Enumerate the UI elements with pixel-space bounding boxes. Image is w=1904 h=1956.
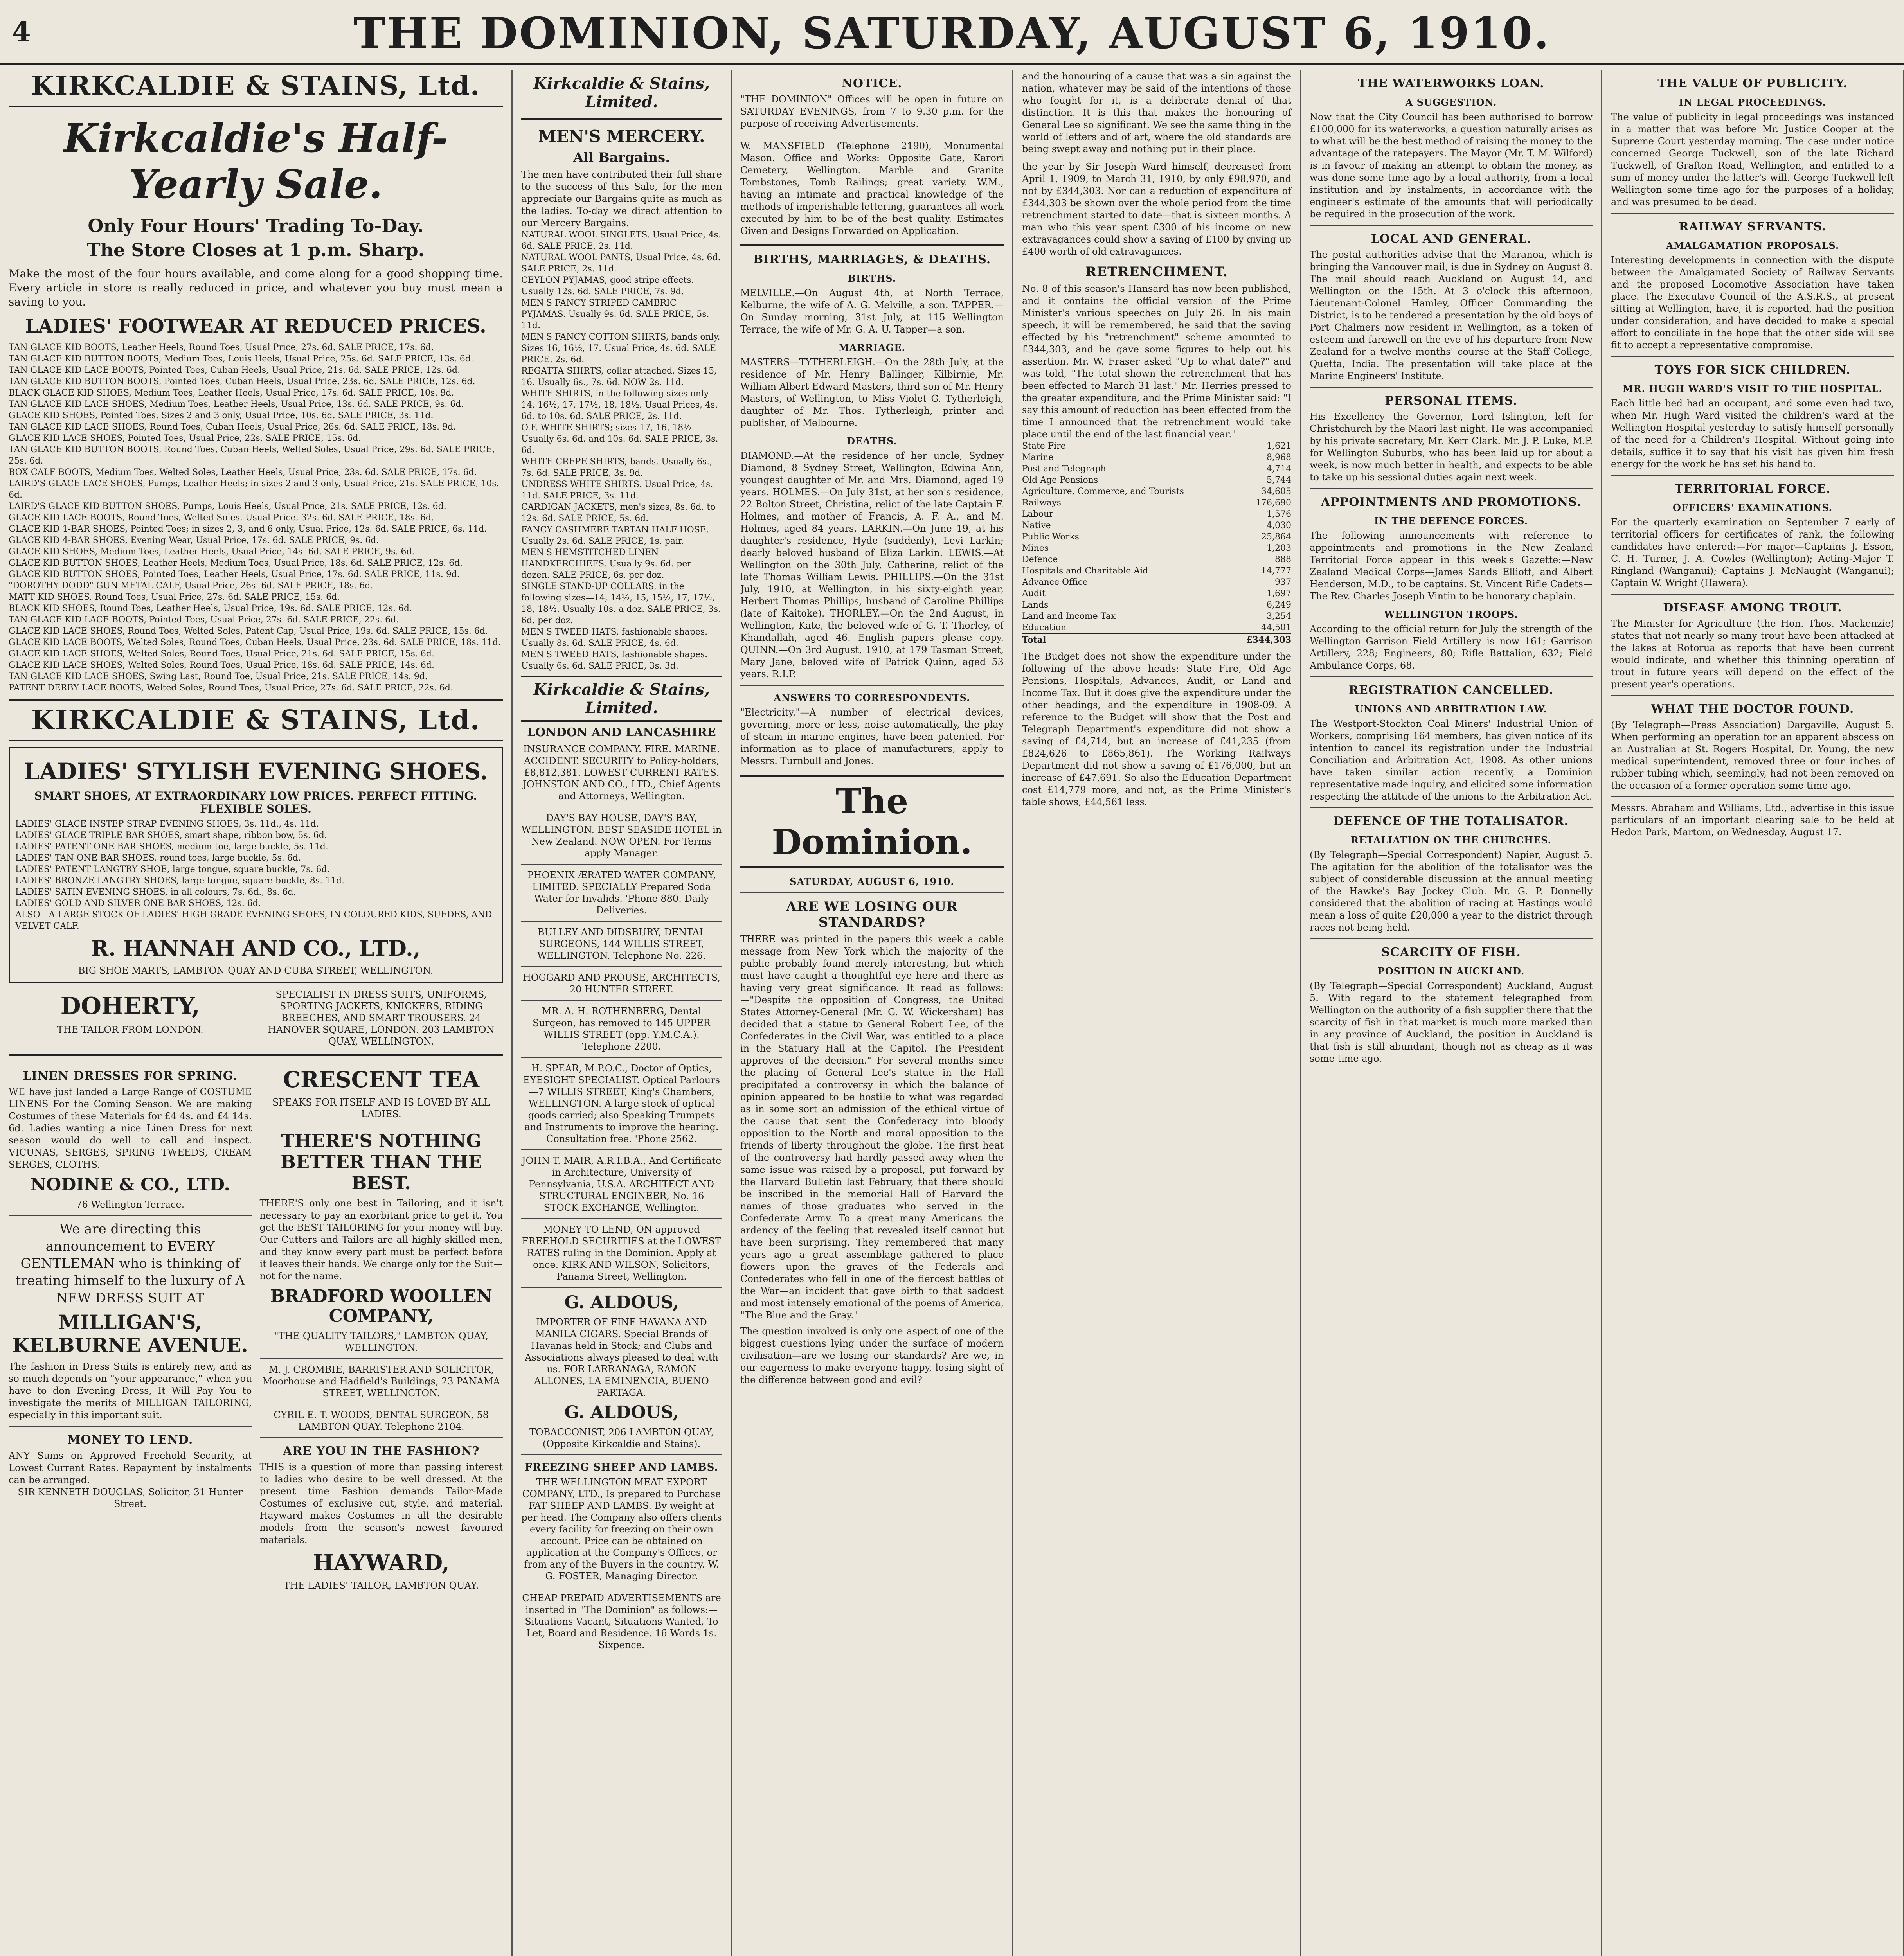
totalisator-body: (By Telegraph—Special Correspondent) Napier, August 5. The agitation for the abolition of the totalisator was the subject of considerable discussion at the annual meeting of the Hawke's Bay Jockey Club. Mr. G. P. Donnelly considered that the abolition of racing at Hastings would mean a loss of quite £20,000 a year to the district through races not being held. [1310, 849, 1593, 933]
dept-cell: Post and Telegraph [1022, 464, 1106, 474]
freezing-heading: FREEZING SHEEP AND LAMBS. [525, 1462, 718, 1473]
amount-cell: 25,864 [1261, 532, 1291, 542]
footwear-item: GLACE KID LACE BOOTS, Round Toes, Welted Soles, Usual Price, 32s. 6d. SALE PRICE, 18s. 6d. [9, 513, 434, 523]
marriage-body: MASTERS—TYTHERLEIGH.—On the 28th July, at the residence of Mr. Henry Ballinger, Kilbirnie, Mr. William Albert Edward Masters, third son of Mr. Henry Masters, of Wellington, to Miss Violet G. Tytherleigh, daughter of Mr. Thos. Tytherleigh, printer and publisher, of Melbourne. [740, 357, 1004, 428]
amount-cell: 44,501 [1261, 623, 1291, 633]
dept-cell: Lands [1022, 600, 1049, 610]
dept-cell: Railways [1022, 498, 1061, 508]
footwear-item: "DOROTHY DODD" GUN-METAL CALF, Usual Price, 26s. 6d. SALE PRICE, 18s. 6d. [9, 581, 373, 591]
loan-heading: THE WATERWORKS LOAN. [1358, 77, 1544, 90]
divider [521, 921, 722, 922]
sale-sub1: Only Four Hours' Trading To-Day. [88, 215, 424, 236]
column-general-news [1602, 70, 1904, 1956]
mercery-intro: The men have contributed their full share to the success of this Sale, for the men appreciate our Bargains quite as much as the ladies. To-day we direct attention to our Mercery Bargains. [521, 169, 722, 228]
amount-cell: 888 [1275, 555, 1291, 565]
sale-intro: Make the most of the four hours available, and come along for a good shopping time. Every article in store is really reduced in price, and whatever you buy must mean a saving to you. [9, 267, 503, 308]
footwear-item: GLACE KID LACE BOOTS, Welted Soles, Round Toes, Cuban Heels, Usual Price, 23s. 6d. SALE PRICE, 18s. 11d. [9, 638, 501, 647]
divider [521, 1287, 722, 1288]
mercery-item: FANCY CASHMERE TARTAN HALF-HOSE. Usually 2s. 6d. SALE PRICE, 1s. pair. [521, 525, 709, 546]
doherty-ad [9, 989, 252, 1047]
deaths-heading: DEATHS. [847, 435, 897, 447]
evening-item: LADIES' GLACE TRIPLE BAR SHOES, smart shape, ribbon bow, 5s. 6d. [15, 831, 327, 840]
mercery-item: REGATTA SHIRTS, collar attached. Sizes 15, 16. Usually 6s., 7s. 6d. NOW 2s. 11d. [521, 366, 717, 387]
railway-heading: RAILWAY SERVANTS. [1679, 220, 1827, 234]
divider [521, 864, 722, 865]
retrenchment-table [1022, 440, 1291, 646]
column-local-news [1301, 70, 1602, 1956]
dept-cell: Hospitals and Charitable Aid [1022, 566, 1148, 576]
linen-heading: LINEN DRESSES FOR SPRING. [23, 1069, 238, 1083]
footwear-item: TAN GLACE KID BUTTON BOOTS, Pointed Toes, Cuban Heels, Usual Price, 23s. 6d. SALE PRICE, 12s. 6d. [9, 377, 475, 387]
table-row [1022, 475, 1291, 486]
divider [1310, 225, 1593, 226]
newspaper-title: THE DOMINION, SATURDAY, AUGUST 6, 1910. [353, 8, 1551, 58]
linen-body: WE have just landed a Large Range of COSTUME LINENS For the Coming Season. We are making Costumes of these Materials for £4 4s. and £4 14s. 6d. Ladies wanting a nice Linen Dress for next season would do well to call and inspect. VICUNAS, SERGES, SPRING TWEEDS, CREAM SERGES, CLOTHS. [9, 1086, 252, 1170]
editorial-body: THERE was printed in the papers this week a cable message from New York which the majority of the public probably found merely interesting, but which must have caught a thoughtful eye here and there as having very great significance. It read as follows:—"Despite the opposition of Congress, the United States Attorney-General (Mr. G. W. Wickersham) has decided that a statue to General Robert Lee, of the Confederates in the Civil War, was entitled to a place in the Statuary Hall at the Capitol. The President approves of the decision." For several months since the placing of General Lee's statue in the Hall precipitated a controversy in which the balance of opinion appeared to be hostile to what was regarded as in some sort an admission of the ethical virtue of the cause that sent the Confederacy into bloody opposition to the North and moral opposition to the friends of liberty throughout the globe. The first heat of the controversy had hardly passed away when the same issue was raised by a proposal, put forward by the Harvard Bulletin last February, that there should be inscribed in the memorial Hall of Harvard the names of those graduates who served in the Confederate Army. To a great many Americans the ardency of the feeling that revealed itself cannot but have been surprising. They remembered that many years ago a great assemblage gathered to place flowers upon the graves of the Federals and Confederates who fell in one of the fiercest battles of the War—an incident that gave birth to that saddest and most intensely emotional of the poems of America, "The Blue and the Gray." [740, 934, 1004, 1321]
every-gentleman: We are directing this announcement to EVERY GENTLEMAN who is thinking of treating himself to the luxury of A NEW DRESS SUIT AT [15, 1221, 245, 1306]
dept-cell: Agriculture, Commerce, and Tourists [1022, 487, 1184, 496]
divider [1310, 387, 1593, 388]
nodine-name: NODINE & CO., LTD. [30, 1175, 230, 1195]
divider [521, 1149, 722, 1150]
editorial-heading: ARE WE LOSING OUR STANDARDS? [786, 899, 958, 930]
money-heading: MONEY TO LEND. [67, 1433, 193, 1447]
marriage-heading: MARRIAGE. [838, 342, 906, 353]
divider [260, 1358, 503, 1359]
firm-name: Kirkcaldie & Stains, Limited. [533, 74, 710, 111]
mercery-item: NATURAL WOOL SINGLETS. Usual Price, 4s. 6d. SALE PRICE, 2s. 11d. [521, 230, 721, 251]
amount-cell: 176,690 [1256, 498, 1291, 508]
table-row [1022, 577, 1291, 588]
divider [521, 1000, 722, 1001]
bradford-sub: "THE QUALITY TAILORS," LAMBTON QUAY, WELLINGTON. [274, 1330, 488, 1353]
doherty-name: DOHERTY, [60, 992, 200, 1020]
firm-name-2: KIRKCALDIE & STAINS, Ltd. [9, 699, 503, 741]
table-row [1022, 486, 1291, 497]
divider [521, 1454, 722, 1455]
dept-cell: Public Works [1022, 532, 1079, 542]
paper-nameplate: The Dominion. [740, 775, 1004, 868]
appointments-sub: IN THE DEFENCE FORCES. [1374, 515, 1528, 527]
column-kirkcaldie-ads [0, 70, 513, 1956]
amount-cell: 1,203 [1267, 543, 1291, 553]
dept-cell: State Fire [1022, 441, 1066, 451]
footwear-item: GLACE KID BUTTON SHOES, Pointed Toes, Leather Heels, Usual Price, 17s. 6d. SALE PRICE, 11s. 9d. [9, 570, 460, 579]
footwear-item: GLACE KID LACE SHOES, Welted Soles, Round Toes, Usual Price, 18s. 6d. SALE PRICE, 14s. 6d. [9, 660, 434, 670]
footwear-item: GLACE KID SHOES, Pointed Toes, Sizes 2 and 3 only, Usual Price, 10s. 6d. SALE PRICE, 3s. 11d. [9, 411, 434, 421]
scarcity-body: (By Telegraph—Special Correspondent) Auckland, August 5. With regard to the statement telegraphed from Wellington on the authority of a fish supplier there that the scarcity of fish in that market is much more marked than in any province of Auckland, the position in Auckland is that fish is still abundant, though not as cheap as it was some time ago. [1310, 980, 1593, 1064]
evening-item: LADIES' PATENT LANGTRY SHOE, large tongue, square buckle, 7s. 6d. [15, 865, 330, 874]
nodine-sub: 76 Wellington Terrace. [76, 1199, 185, 1210]
divider [521, 966, 722, 967]
footwear-item: BLACK GLACE KID SHOES, Medium Toes, Leather Heels, Usual Price, 17s. 6d. SALE PRICE, 10s. 9d. [9, 388, 454, 398]
evening-item: LADIES' SATIN EVENING SHOES, in all colours, 7s. 6d., 8s. 6d. [15, 887, 296, 897]
footwear-item: MATT KID SHOES, Round Toes, Usual Price, 27s. 6d. SALE PRICE, 15s. 6d. [9, 592, 340, 602]
doherty-row [9, 989, 503, 1047]
amount-cell: 6,249 [1267, 600, 1291, 610]
evening-item: LADIES' GOLD AND SILVER ONE BAR SHOES, 12s. 6d. [15, 899, 261, 908]
rothenberg-ad: MR. A. H. ROTHENBERG, Dental Surgeon, has removed to 145 UPPER WILLIS STREET (opp. Y.M.C.A.). Telephone 2200. [533, 1006, 711, 1052]
fashion-heading: ARE YOU IN THE FASHION? [283, 1444, 480, 1458]
answers-body: "Electricity."—A number of electrical devices, governing, more or less, noise automatically, the play of steam in marine engines, have been patented. For information as to place of manufacturers, apply to Messrs. Turnbull and Jones. [740, 707, 1004, 766]
answers-heading: ANSWERS TO CORRESPONDENTS. [774, 692, 970, 703]
loan-body: Now that the City Council has been authorised to borrow £100,000 for its waterworks, a question naturally arises as to what will be the best method of raising the money to the advantage of the ratepayers. The Mayor (Mr. T. M. Wilford) is in favour of making an attempt to obtain the money, as was done some time ago by a local authority, from a local institution and by instalments, in accordance with the engineer's estimate of the amounts that will periodically be required in the prosecution of the work. [1310, 111, 1593, 219]
crombie-ad: M. J. CROMBIE, BARRISTER AND SOLICITOR, Moorhouse and Hadfield's Buildings, 23 PANAMA STREET, WELLINGTON. [262, 1364, 500, 1399]
amount-cell: 8,968 [1267, 453, 1291, 462]
evening-item: LADIES' TAN ONE BAR SHOES, round toes, large buckle, 5s. 6d. [15, 853, 301, 863]
aldous-sub: IMPORTER OF FINE HAVANA AND MANILA CIGARS. Special Brands of Havanas held in Stock; and Clubs and Associations always pleased to deal with us. FOR LARRANAGA, RAMON ALLONES, LA EMINENCIA, BUENO PARTAGA. [525, 1317, 718, 1398]
aldous-name: G. ALDOUS, [564, 1293, 679, 1312]
editorial-body-2: The question involved is only one aspect of one of the biggest questions lying under the surface of modern civilisation—are we losing our standards? Are we, in our eagerness to make everyone happy, losing sight of the difference between good and evil? [740, 1326, 1004, 1385]
footwear-item: GLACE KID 1-BAR SHOES, Pointed Toes; in sizes 2, 3, and 6 only, Usual Price, 12s. 6d. SALE PRICE, 6s. 11d. [9, 524, 487, 534]
territorial-heading: TERRITORIAL FORCE. [1674, 482, 1831, 496]
table-row [1022, 622, 1291, 634]
hayward-name: HAYWARD, [313, 1550, 450, 1576]
mercery-item: CARDIGAN JACKETS, men's sizes, 8s. 6d. to 12s. 6d. SALE PRICE, 5s. 6d. [521, 502, 716, 523]
dept-cell: Defence [1022, 555, 1058, 565]
milligan-name: MILLIGAN'S, KELBURNE AVENUE. [12, 1311, 248, 1357]
fashion-body: THIS is a question of more than passing interest to ladies who desire to be well dressed. At the present time Fashion demands Tailor-Made Costumes of exclusive cut, style, and material. Hayward makes Costumes in all the desirable models from the season's newest favoured materials. [259, 1462, 503, 1545]
divider [521, 1057, 722, 1058]
amount-cell: 937 [1275, 577, 1291, 587]
divider [1310, 938, 1593, 939]
divider [521, 118, 722, 120]
divider [1611, 594, 1894, 595]
trout-body: The Minister for Agriculture (the Hon. Thos. Mackenzie) states that not nearly so many trout have been attacked at the lakes at Rotorua as reports that have been current would indicate, and whether this thinning operation of trout in future years will depend on the effect of the present year's operations. [1611, 618, 1894, 690]
amount-cell: 4,030 [1267, 521, 1291, 530]
totalisator-sub: RETALIATION ON THE CHURCHES. [1350, 834, 1552, 846]
masthead [0, 0, 1904, 65]
evening-shoes-sub: SMART SHOES, AT EXTRAORDINARY LOW PRICES. PERFECT FITTING. FLEXIBLE SOLES. [34, 789, 477, 815]
registration-body: The Westport-Stockton Coal Miners' Industrial Union of Workers, comprising 164 members, has given notice of its intention to cancel its registration under the Industrial Conciliation and Arbitration Act, 1908. As other unions have taken similar action recently, a Dominion representative made inquiry, and elicited some information respecting the attitude of the unions to the Arbitration Act. [1310, 718, 1593, 802]
footwear-item: LAIRD'S GLACE KID BUTTON SHOES, Pumps, Louis Heels, Usual Price, 21s. SALE PRICE, 12s. 6d. [9, 502, 446, 511]
footwear-item: TAN GLACE KID BOOTS, Leather Heels, Round Toes, Usual Price, 27s. 6d. SALE PRICE, 17s. 6d. [9, 343, 434, 352]
amount-cell: 5,744 [1267, 475, 1291, 485]
milligan-body: The fashion in Dress Suits is entirely new, and as so much depends on "your appearance," when you have to don Evening Dress, It Will Pay You to investigate the merits of MILLIGAN TAILORING, especially in this important suit. [9, 1361, 252, 1420]
footwear-item: GLACE KID 4-BAR SHOES, Evening Wear, Usual Price, 17s. 6d. SALE PRICE, 9s. 6d. [9, 536, 379, 545]
crescent-name: CRESCENT TEA [283, 1067, 480, 1093]
footwear-item: TAN GLACE KID BUTTON BOOTS, Round Toes, Cuban Heels, Welted Soles, Usual Price, 29s. 6d. SALE PRICE, 25s. 6d. [9, 445, 495, 466]
mercery-heading: MEN'S MERCERY. [538, 127, 705, 146]
money-body: ANY Sums on Approved Freehold Security, at Lowest Current Rates. Repayment by instalments can be arranged. [9, 1450, 252, 1485]
ads-right [260, 1063, 503, 1591]
crescent-sub: SPEAKS FOR ITSELF AND IS LOVED BY ALL LADIES. [272, 1097, 490, 1120]
editorial-continued: and the honouring of a cause that was a sin against the nation, whatever may be said of the intentions of those who fought for it, is a deliberate denial of that distinction. It is this that makes the honouring of General Lee so significant. We see the same thing in the world of letters and of art, where the old standards are being swept away and nothing put in their place. [1022, 71, 1291, 155]
table-row [1022, 611, 1291, 622]
phoenix-ad: PHOENIX ÆRATED WATER COMPANY, LIMITED. SPECIALLY Prepared Soda Water for Invalids. 'Phone 880. Daily Deliveries. [527, 870, 716, 916]
cheap-ad: CHEAP PREPAID ADVERTISEMENTS are inserted in "The Dominion" as follows:—Situations Vacant, Situations Wanted, To Let, Board and Residence. 16 Words 1s. Sixpence. [522, 1593, 721, 1650]
dept-cell: Mines [1022, 543, 1049, 553]
amount-cell: 1,621 [1267, 441, 1291, 451]
amount-cell: 3,254 [1267, 611, 1291, 621]
london-sub: INSURANCE COMPANY. FIRE. MARINE. ACCIDENT. SECURITY to Policy-holders, £8,812,381. LOWEST CURRENT RATES. JOHNSTON AND CO., LTD., Chief Agents and Attorneys, Wellington. [523, 744, 720, 802]
retrenchment-body: No. 8 of this season's Hansard has now been published, and it contains the official version of the Prime Minister's various speeches on July 26. In his main speech, it will be remembered, he said that the saving effected by his "retrenchment" scheme amounted to £344,303, and he gave some figures to help out his assertion. Mr. W. Fraser asked "Up to what date?" and was told, "The total shown the retrenchment that has been effected to March 31 last." Mr. Herries pressed to the greater expenditure, and the Prime Minister said: "I say this amount of reduction has been effected from the time I announced that the retrenchment would take place until the end of the last financial year." [1022, 283, 1291, 440]
notice-body: "THE DOMINION" Offices will be open in future on SATURDAY EVENINGS, from 7 to 9.30 p.m. for the purpose of receiving Advertisements. [740, 94, 1004, 129]
footwear-heading: LADIES' FOOTWEAR AT REDUCED PRICES. [25, 315, 486, 337]
local-body: The postal authorities advise that the Maranoa, which is bringing the Vancouver mail, is due in Sydney on August 8. The mail should reach Auckland on August 14, and Wellington on the 15th. At 3 o'clock this afternoon, Lieutenant-Colonel Hamley, Officer Commanding the District, is to be tendered a presentation by the old boys of Port Chalmers now resident in Wellington, as a token of esteem and farewell on the eve of his departure from New Zealand for a twelve months' course at the Staff College, Quetta, India. The presentation will take place at the Marine Engineers' Institute. [1310, 249, 1593, 381]
deaths-body: DIAMOND.—At the residence of her uncle, Sydney Diamond, 8 Sydney Street, Wellington, Edwina Ann, youngest daughter of Mr. and Mrs. Diamond, aged 19 years. HOLMES.—On July 31st, at her son's residence, 22 Bolton Street, Christina, relict of the late Captain F. Holmes, and mother of Francis, A. F. A., and M. Holmes, aged 84 years. LARKIN.—On June 19, at his daughter's residence, Hyde (suddenly), Levi Larkin; dearly beloved husband of Eliza Larkin. LEWIS.—At Wellington on the 30th July, Catherine, relict of the late Thomas William Lewis. PHILLIPS.—On the 31st July, 1910, at Wellington, in his sixty-eighth year, Herbert Thomas Phillips, husband of Caroline Phillips (late of Kaitoke). THORLEY.—On the 2nd August, in Wellington, Kate, the beloved wife of G. T. Thorley, of Khandallah, aged 46. English papers please copy. QUINN.—On 3rd August, 1910, at 179 Tasman Street, Mary Jane, beloved wife of Patrick Quinn, aged 53 years. R.I.P. [740, 450, 1004, 680]
column-editorial-retrenchment [1013, 70, 1301, 1956]
doctor-heading: WHAT THE DOCTOR FOUND. [1651, 702, 1854, 716]
kenneth-douglas: SIR KENNETH DOUGLAS, Solicitor, 31 Hunter Street. [18, 1487, 243, 1509]
firm-name-2: Kirkcaldie & Stains, Limited. [521, 676, 722, 722]
hayward-sub: THE LADIES' TAILOR, LAMBTON QUAY. [284, 1580, 479, 1591]
doherty-right: SPECIALIST IN DRESS SUITS, UNIFORMS, SPORTING JACKETS, KNICKERS, RIDING BREECHES, AND SMART TROUSERS. 24 HANOVER SQUARE, LONDON. 203 LAMBTON QUAY, WELLINGTON. [268, 989, 495, 1047]
hannah-sub: BIG SHOE MARTS, LAMBTON QUAY AND CUBA STREET, WELLINGTON. [78, 965, 434, 976]
table-row [1022, 463, 1291, 475]
mercery-item: MEN'S TWEED HATS, fashionable shapes. Usually 8s. 6d. SALE PRICE, 4s. 6d. [521, 627, 708, 648]
footwear-item: TAN GLACE KID LACE SHOES, Swing Last, Round Toe, Usual Price, 21s. SALE PRICE, 14s. 9d. [9, 672, 428, 681]
appointments-body: The following announcements with reference to appointments and promotions in the New Zealand Territorial Force appear in this week's Gazette:—New Zealand Medical Corps—James Sands Elliott, and Albert Henderson, M.D., to be captains. St. Vincent Rifle Cadets—The Rev. Charles Joseph Vintin to be honorary chaplain. [1310, 530, 1593, 602]
footwear-item: GLACE KID BUTTON SHOES, Leather Heels, Medium Toes, Usual Price, 18s. 6d. SALE PRICE, 12s. 6d. [9, 558, 463, 568]
divider [9, 1426, 252, 1427]
dept-cell: Total [1022, 635, 1046, 645]
amount-cell: 1,576 [1267, 509, 1291, 519]
spear-ad: H. SPEAR, M.P.O.C., Doctor of Optics, EYESIGHT SPECIALIST. Optical Parlours—7 WILLIS STREET, King's Chambers, WELLINGTON. A large stock of optical goods carried; also Speaking Trumpets and Instruments to improve the hearing. Consultation free. 'Phone 2562. [523, 1063, 720, 1144]
footwear-item: GLACE KID LACE SHOES, Pointed Toes, Usual Price, 22s. SALE PRICE, 15s. 6d. [9, 433, 361, 443]
firm-name: KIRKCALDIE & STAINS, Ltd. [9, 70, 503, 107]
ward-paragraph: the year by Sir Joseph Ward himself, decreased from April 1, 1909, to March 31, 1910, by only £98,970, and not by £344,303. Nor can a reduction of expenditure of £344,303 be shown over the whole period from the time retrenchment started to date—that is sixteen months. A man who this year spent £300 of his income on new extravagances could show a saving of £100 by giving up £400 worth of old extravagances. [1022, 161, 1291, 257]
mansfield-ad: W. MANSFIELD (Telephone 2190), Monumental Mason. Office and Works: Opposite Gate, Karori Cemetery, Wellington. Marble and Granite Tombstones, Tomb Railings; great variety. W.M., having an intimate and practical knowledge of the methods of imperishable lettering, guarantees all work executed by him to be of the best quality. Estimates Given and Designs Forwarded on Application. [740, 140, 1004, 236]
closing-notice: Messrs. Abraham and Williams, Ltd., advertise in this issue particulars of an important clearing sale to be held at Hedon Park, Martom, on Wednesday, August 17. [1611, 802, 1894, 838]
evening-item: ALSO—A LARGE STOCK OF LADIES' HIGH-GRADE EVENING SHOES, IN COLOURED KIDS, SUEDES, AND VELVET CALF. [15, 910, 492, 931]
territorial-body: For the quarterly examination on September 7 early of territorial officers for certificates of rank, the following candidates have entered:—For major—Captains J. Esson, C. H. Turner, J. A. Cowles (Wellington); Acting-Major T. Ringland (Wanganui); Captains J. McNaught (Wanganui); Captain W. Wright (Hawera). [1611, 517, 1894, 588]
notice-heading: NOTICE. [842, 77, 902, 90]
divider [1310, 488, 1593, 489]
mercery-sub: All Bargains. [573, 150, 670, 165]
divider [521, 1218, 722, 1219]
evening-item: LADIES' BRONZE LANGTRY SHOES, large tongue, square buckle, 8s. 11d. [15, 876, 345, 886]
evening-shoes-ad [9, 747, 503, 983]
divider [740, 244, 1004, 246]
freezing-sub: THE WELLINGTON MEAT EXPORT COMPANY, LTD., Is prepared to Purchase FAT SHEEP AND LAMBS. By weight at per head. The Company also offers clients every facility for freezing on their own account. Price can be obtained on application at the Company's Offices, or from any of the Buyers in the country. W. G. FOSTER, Managing Director. [521, 1477, 722, 1582]
column-notices-editorial [732, 70, 1013, 1956]
divider [1310, 807, 1593, 808]
mercery-item: MEN'S FANCY COTTON SHIRTS, bands only. Sizes 16, 16½, 17. Usual Price, 4s. 6d. SALE PRICE, 2s. 6d. [521, 332, 720, 365]
scarcity-sub: POSITION IN AUCKLAND. [1377, 965, 1525, 977]
divider [740, 892, 1004, 893]
page-number: 4 [12, 16, 31, 48]
table-row [1022, 452, 1291, 463]
table-row [1022, 543, 1291, 554]
mercery-list [521, 229, 722, 672]
appointments-heading: APPOINTMENTS AND PROMOTIONS. [1321, 495, 1582, 509]
footwear-item: BLACK KID SHOES, Round Toes, Leather Heels, Usual Price, 19s. 6d. SALE PRICE, 12s. 6d. [9, 604, 412, 613]
dept-cell: Marine [1022, 453, 1054, 462]
doctor-body: (By Telegraph—Press Association) Dargaville, August 5. When performing an operation for an apparent abscess on an Australian at St. Rogers Hospital, Dr. Young, the new medical superintendent, removed three or four inches of rubber tubing which, seemingly, had not been removed on the occasion of a former operation some time ago. [1611, 719, 1894, 791]
amount-cell: 4,714 [1267, 464, 1291, 474]
dept-cell: Audit [1022, 589, 1046, 599]
best-heading: THERE'S NOTHING BETTER THAN THE BEST. [281, 1130, 482, 1194]
table-row [1022, 588, 1291, 599]
personal-heading: PERSONAL ITEMS. [1385, 394, 1517, 408]
evening-item: LADIES' PATENT ONE BAR SHOES, medium toe, large buckle, 5s. 11d. [15, 842, 328, 852]
sale-sub2: The Store Closes at 1 p.m. Sharp. [87, 239, 425, 261]
doherty-sub: THE TAILOR FROM LONDON. [57, 1024, 203, 1035]
amount-cell: 14,777 [1261, 566, 1291, 576]
publicity-heading: THE VALUE OF PUBLICITY. [1657, 77, 1848, 90]
footwear-item: GLACE KID LACE SHOES, Round Toes, Welted Soles, Patent Cap, Usual Price, 19s. 6d. SALE PRICE, 15s. 6d. [9, 626, 488, 636]
registration-sub: UNIONS AND ARBITRATION LAW. [1355, 703, 1547, 715]
mair-ad: JOHN T. MAIR, A.R.I.B.A., And Certificate in Architecture, University of Pennsylvania, U.S.A. ARCHITECT AND STRUCTURAL ENGINEER, No. 16 STOCK EXCHANGE, Wellington. [522, 1155, 722, 1213]
footwear-item: GLACE KID SHOES, Medium Toes, Leather Heels, Usual Price, 14s. 6d. SALE PRICE, 9s. 6d. [9, 547, 415, 557]
dept-cell: Education [1022, 623, 1067, 633]
footwear-item: TAN GLACE KID BUTTON BOOTS, Medium Toes, Louis Heels, Usual Price, 25s. 6d. SALE PRICE, 13s. 6d. [9, 354, 473, 364]
london-lancashire: LONDON AND LANCASHIRE [527, 726, 716, 739]
registration-heading: REGISTRATION CANCELLED. [1348, 683, 1554, 697]
troops-heading: WELLINGTON TROOPS. [1384, 609, 1518, 620]
toys-heading: TOYS FOR SICK CHILDREN. [1654, 363, 1851, 377]
bulley-ad: BULLEY AND DIDSBURY, DENTAL SURGEONS, 144 WILLIS STREET, WELLINGTON. Telephone No. 226. [537, 927, 706, 961]
dept-cell: Old Age Pensions [1022, 475, 1098, 485]
table-row [1022, 520, 1291, 531]
personal-body: His Excellency the Governor, Lord Islington, left for Christchurch by the Maori last night. He was accompanied by his private secretary, Mr. Kerr Clark. Mr. J. P. Luke, M.P. for Wellington Suburbs, who has been laid up for about a week, is now much better in health, and expects to be able to take up his sessional duties again next week. [1310, 411, 1593, 483]
publicity-body: The value of publicity in legal proceedings was instanced in a matter that was before Mr. Justice Cooper at the Supreme Court yesterday morning. The case under notice concerned George Tuckwell, son of the late Richard Tuckwell, of Grafton Road, Wellington, and entitled to a sum of money under the latter's will. George Tuckwell left Wellington some time ago for the purposes of a holiday, and was presumed to be dead. [1611, 111, 1894, 207]
best-body: THERE'S only one best in Tailoring, and it isn't necessary to pay an exorbitant price to get it. You get the BEST TAILORING for your money will buy. Our Cutters and Tailors are all highly skilled men, and they know every part must be perfect before it leaves their hands. We charge only for the Suit—not for the name. [259, 1198, 503, 1282]
mercery-item: SINGLE STAND-UP COLLARS, in the following sizes—14, 14½, 15, 15½, 17, 17½, 18, 18½. Usually 10s. a doz. SALE PRICE, 3s. 6d. per doz. [521, 582, 721, 626]
footwear-item: TAN GLACE KID LACE BOOTS, Pointed Toes, Usual Price, 27s. 6d. SALE PRICE, 22s. 6d. [9, 615, 399, 625]
amount-cell: 1,697 [1267, 589, 1291, 599]
totalisator-heading: DEFENCE OF THE TOTALISATOR. [1333, 814, 1569, 828]
divider [1611, 796, 1894, 797]
births-heading: BIRTHS. [848, 273, 896, 284]
local-heading: LOCAL AND GENERAL. [1371, 232, 1531, 246]
footwear-item: BOX CALF BOOTS, Medium Toes, Welted Soles, Leather Heels, Usual Price, 23s. 6d. SALE PRICE, 17s. 6d. [9, 467, 477, 477]
money-ad: MONEY TO LEND, ON approved FREEHOLD SECURITIES at the LOWEST RATES ruling in the Dominion. Apply at once. KIRK AND WILSON, Solicitors, Panama Street, Wellington. [522, 1224, 722, 1282]
mercery-item: CEYLON PYJAMAS, good stripe effects. Usually 12s. 6d. SALE PRICE, 7s. 9d. [521, 275, 694, 297]
paper-date: SATURDAY, AUGUST 6, 1910. [790, 876, 954, 887]
table-row [1022, 531, 1291, 543]
mercery-item: WHITE SHIRTS, in the following sizes only—14, 16½, 17, 17½, 18, 18½. Usual Prices, 4s. 6d. to 10s. 6d. SALE PRICE, 2s. 11d. [521, 389, 718, 421]
divider [740, 685, 1004, 686]
table-row [1022, 440, 1291, 452]
amount-cell: 34,605 [1261, 487, 1291, 496]
mercery-item: WHITE CREPE SHIRTS, bands. Usually 6s., 7s. 6d. SALE PRICE, 3s. 9d. [521, 457, 713, 478]
column-mercery-ads [513, 70, 732, 1956]
sale-headline: Kirkcaldie's Half-Yearly Sale. [63, 115, 448, 207]
toys-body: Each little bed had an occupant, and some even had two, when Mr. Hugh Ward visited the children's ward at the Wellington Hospital yesterday to satisfy himself personally of the need for a Children's Hospital. Without going into details, suffice it to say that his visit has given him fresh energy for the work he has set his hand to. [1611, 398, 1894, 469]
railway-body: Interesting developments in connection with the dispute between the Amalgamated Society of Railway Servants and the proposed Locomotive Association have taken place. The Executive Council of the A.S.R.S., at present sitting at Wellington, have, it is reported, had the position under consideration, and have decided to make a special effort to conciliate in the hope that the other side will see fit to accept a representative compromise. [1611, 255, 1894, 351]
mercery-item: MEN'S HEMSTITCHED LINEN HANDKERCHIEFS. Usually 9s. 6d. per dozen. SALE PRICE, 6s. per doz. [521, 548, 691, 580]
trout-heading: DISEASE AMONG TROUT. [1663, 601, 1842, 615]
dept-cell: Native [1022, 521, 1051, 530]
railway-sub: AMALGAMATION PROPOSALS. [1666, 240, 1839, 251]
table-row [1022, 509, 1291, 520]
aldous-sub-2: TOBACCONIST, 206 LAMBTON QUAY, (Opposite Kirkcaldie and Stains). [529, 1427, 714, 1449]
hoggard-ad: HOGGARD AND PROUSE, ARCHITECTS, 20 HUNTER STREET. [522, 972, 721, 995]
mercery-item: NATURAL WOOL PANTS, Usual Price, 4s. 6d. SALE PRICE, 2s. 11d. [521, 253, 721, 274]
evening-item: LADIES' GLACE INSTEP STRAP EVENING SHOES, 3s. 11d., 4s. 11d. [15, 819, 319, 829]
troops-body: According to the official return for July the strength of the Wellington Garrison Field Artillery is now 161; Garrison Artillery, 228; Engineers, 80; Rifle Battalion, 632; Field Ambulance Corps, 68. [1310, 624, 1593, 671]
retrenchment-analysis: The Budget does not show the expenditure under the following of the above heads: State Fire, Old Age Pensions, Hospitals, Advances, Audit, or Land and Income Tax. But it does give the expenditure under the other headings, and the expenditure in 1908-09. A reference to the Budget will show that the Post and Telegraph Department's expenditure did not show a saving of £4,714, but an increase of £41,235 (from £824,626 to £865,861). The Working Railways Department did not show a saving of £176,000, but an increase of £47,691. So also the Education Department cost £14,779 more, and not, as the Prime Minister's table shows, £44,561 less. [1022, 651, 1291, 807]
mercery-item: O.F. WHITE SHIRTS; sizes 17, 16, 18½. Usually 6s. 6d. and 10s. 6d. SALE PRICE, 3s. 6d. [521, 423, 718, 455]
table-row-total [1022, 634, 1291, 646]
dept-cell: Labour [1022, 509, 1053, 519]
dept-cell: Advance Office [1022, 577, 1088, 587]
ads-left [9, 1063, 252, 1591]
divider [1310, 676, 1593, 677]
loan-sub: A SUGGESTION. [1405, 97, 1497, 108]
publicity-sub: IN LEGAL PROCEEDINGS. [1679, 97, 1826, 108]
divider [1611, 475, 1894, 476]
table-row [1022, 554, 1291, 565]
table-row [1022, 497, 1291, 509]
scarcity-heading: SCARCITY OF FISH. [1381, 946, 1521, 959]
evening-shoes-heading: LADIES' STYLISH EVENING SHOES. [23, 758, 488, 785]
territorial-sub: OFFICERS' EXAMINATIONS. [1672, 502, 1833, 513]
divider [1611, 356, 1894, 357]
footwear-item: GLACE KID LACE SHOES, Welted Soles, Round Toes, Usual Price, 21s. 6d. SALE PRICE, 15s. 6d. [9, 649, 434, 659]
retrenchment-heading: RETRENCHMENT. [1085, 264, 1228, 280]
woods-ad: CYRIL E. T. WOODS, DENTAL SURGEON, 58 LAMBTON QUAY. Telephone 2104. [274, 1409, 489, 1432]
divider [1611, 695, 1894, 696]
footwear-item: TAN GLACE KID LACE BOOTS, Pointed Toes, Cuban Heels, Usual Price, 21s. 6d. SALE PRICE, 12s. 6d. [9, 365, 461, 375]
mercery-item: UNDRESS WHITE SHIRTS. Usual Price, 4s. 11d. SALE PRICE, 3s. 11d. [521, 480, 713, 501]
amount-cell: £344,303 [1246, 635, 1291, 645]
mercery-item: MEN'S FANCY STRIPED CAMBRIC PYJAMAS. Usually 9s. 6d. SALE PRICE, 5s. 11d. [521, 298, 709, 331]
table-row [1022, 565, 1291, 577]
divider [1611, 213, 1894, 214]
table-row [1022, 599, 1291, 611]
aldous-name-2: G. ALDOUS, [564, 1402, 679, 1422]
toys-sub: MR. HUGH WARD'S VISIT TO THE HOSPITAL. [1623, 383, 1882, 394]
births-body: MELVILLE.—On August 4th, at North Terrace, Kelburne, the wife of A. G. Melville, a son. TAPPER.—On Sunday morning, 31st July, at 115 Wellington Terrace, the wife of Mr. G. A. U. Tapper—a son. [740, 288, 1004, 335]
ads-grid [9, 1063, 503, 1591]
bradford-name: BRADFORD WOOLLEN COMPANY, [270, 1286, 492, 1326]
footwear-item: LAIRD'S GLACE LACE SHOES, Pumps, Leather Heels; in sizes 2 and 3 only, Usual Price, 21s. SALE PRICE, 10s. 6d. [9, 479, 499, 500]
divider [9, 1054, 503, 1056]
footwear-item: PATENT DERBY LACE BOOTS, Welted Soles, Round Toes, Usual Price, 27s. 6d. SALE PRICE, 22s. 6d. [9, 683, 453, 693]
hannah-name: R. HANNAH AND CO., LTD., [91, 936, 421, 961]
footwear-item: TAN GLACE KID LACE SHOES, Medium Toes, Leather Heels, Usual Price, 13s. 6d. SALE PRICE, 9s. 6d. [9, 399, 464, 409]
dept-cell: Land and Income Tax [1022, 611, 1116, 621]
bmd-heading: BIRTHS, MARRIAGES, & DEATHS. [753, 253, 991, 266]
mercery-item: MEN'S TWEED HATS, fashionable shapes. Usually 6s. 6d. SALE PRICE, 3s. 3d. [521, 650, 708, 671]
footwear-item: TAN GLACE KID LACE SHOES, Round Toes, Cuban Heels, Usual Price, 26s. 6d. SALE PRICE, 18s. 9d. [9, 422, 456, 432]
divider [260, 1437, 503, 1438]
footwear-list [9, 342, 503, 694]
divider [9, 1215, 252, 1216]
days-bay-ad: DAY'S BAY HOUSE, DAY'S BAY, WELLINGTON. BEST SEASIDE HOTEL in New Zealand. NOW OPEN. For Terms apply Manager. [521, 813, 722, 859]
